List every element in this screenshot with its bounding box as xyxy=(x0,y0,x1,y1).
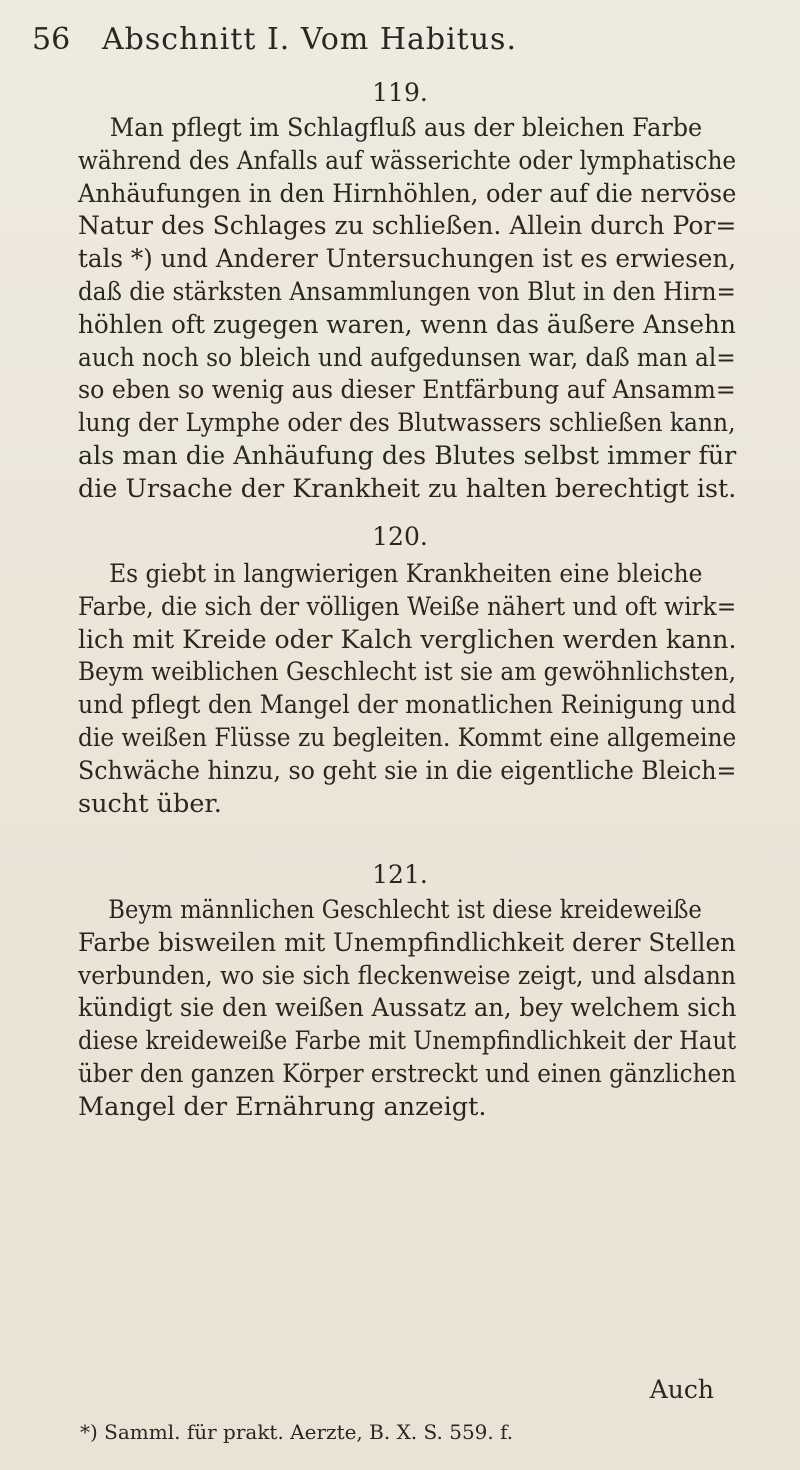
text-line: und pflegt den Mangel der monatlichen Reinigung und xyxy=(78,690,737,721)
text-line: Farbe bisweilen mit Unempfindlichkeit derer Stellen xyxy=(78,927,736,958)
text-line: höhlen oft zugegen waren, wenn das äußere Ansehn xyxy=(78,309,736,340)
text-line: Mangel der Ernährung anzeigt. xyxy=(78,1091,487,1122)
footnote: *) Samml. für prakt. Aerzte, B. X. S. 559. f. xyxy=(80,1420,514,1444)
section-number-121: 121. xyxy=(372,860,428,889)
text-line: so eben so wenig aus dieser Entfärbung auf Ansamm= xyxy=(78,375,736,406)
text-line: daß die stärksten Ansammlungen von Blut in den Hirn= xyxy=(78,276,736,307)
text-line: lung der Lymphe oder des Blutwassers schließen kann, xyxy=(78,408,736,439)
section-number-119: 119. xyxy=(372,78,428,107)
paragraph-121 xyxy=(78,894,736,1124)
text-line: kündigt sie den weißen Aussatz an, bey welchem sich xyxy=(78,993,737,1024)
catchword: Auch xyxy=(649,1375,714,1404)
section-number-120: 120. xyxy=(372,522,428,551)
text-line: Es giebt in langwierigen Krankheiten eine bleiche xyxy=(109,559,703,589)
text-line: während des Anfalls auf wässerichte oder lymphatische xyxy=(78,145,737,176)
paragraph-119 xyxy=(78,112,736,506)
text-line: lich mit Kreide oder Kalch verglichen werden kann. xyxy=(78,624,737,655)
page-number: 56 xyxy=(32,22,71,57)
text-line: die Ursache der Krankheit zu halten berechtigt ist. xyxy=(78,473,737,504)
text-line: Beym männlichen Geschlecht ist diese kreideweiße xyxy=(108,895,702,925)
text-line: Anhäufungen in den Hirnhöhlen, oder auf die nervöse xyxy=(78,178,737,209)
text-line: diese kreideweiße Farbe mit Unempfindlichkeit der Haut xyxy=(78,1026,737,1057)
text-line: über den ganzen Körper erstreckt und einen gänzlichen xyxy=(78,1058,737,1089)
text-line: Beym weiblichen Geschlecht ist sie am gewöhnlichsten, xyxy=(78,657,737,688)
text-line: auch noch so bleich und aufgedunsen war, daß man al= xyxy=(78,342,736,373)
text-line: als man die Anhäufung des Blutes selbst immer für xyxy=(78,440,737,471)
page-header xyxy=(32,14,760,66)
paragraph-120 xyxy=(78,558,736,820)
text-line: tals *) und Anderer Untersuchungen ist es erwiesen, xyxy=(78,244,737,275)
text-line: Schwäche hinzu, so geht sie in die eigentliche Bleich= xyxy=(78,755,737,786)
text-line: die weißen Flüsse zu begleiten. Kommt eine allgemeine xyxy=(78,722,737,753)
text-line: Farbe, die sich der völligen Weiße nähert und oft wirk= xyxy=(78,591,737,622)
text-line: Natur des Schlages zu schließen. Allein durch Por= xyxy=(78,211,737,242)
text-line: verbunden, wo sie sich fleckenweise zeigt, und alsdann xyxy=(78,960,736,991)
text-line: sucht über. xyxy=(78,788,222,819)
running-head: Abschnitt I. Vom Habitus. xyxy=(102,22,517,57)
text-line: Man pflegt im Schlagfluß aus der bleichen Farbe xyxy=(109,113,703,143)
